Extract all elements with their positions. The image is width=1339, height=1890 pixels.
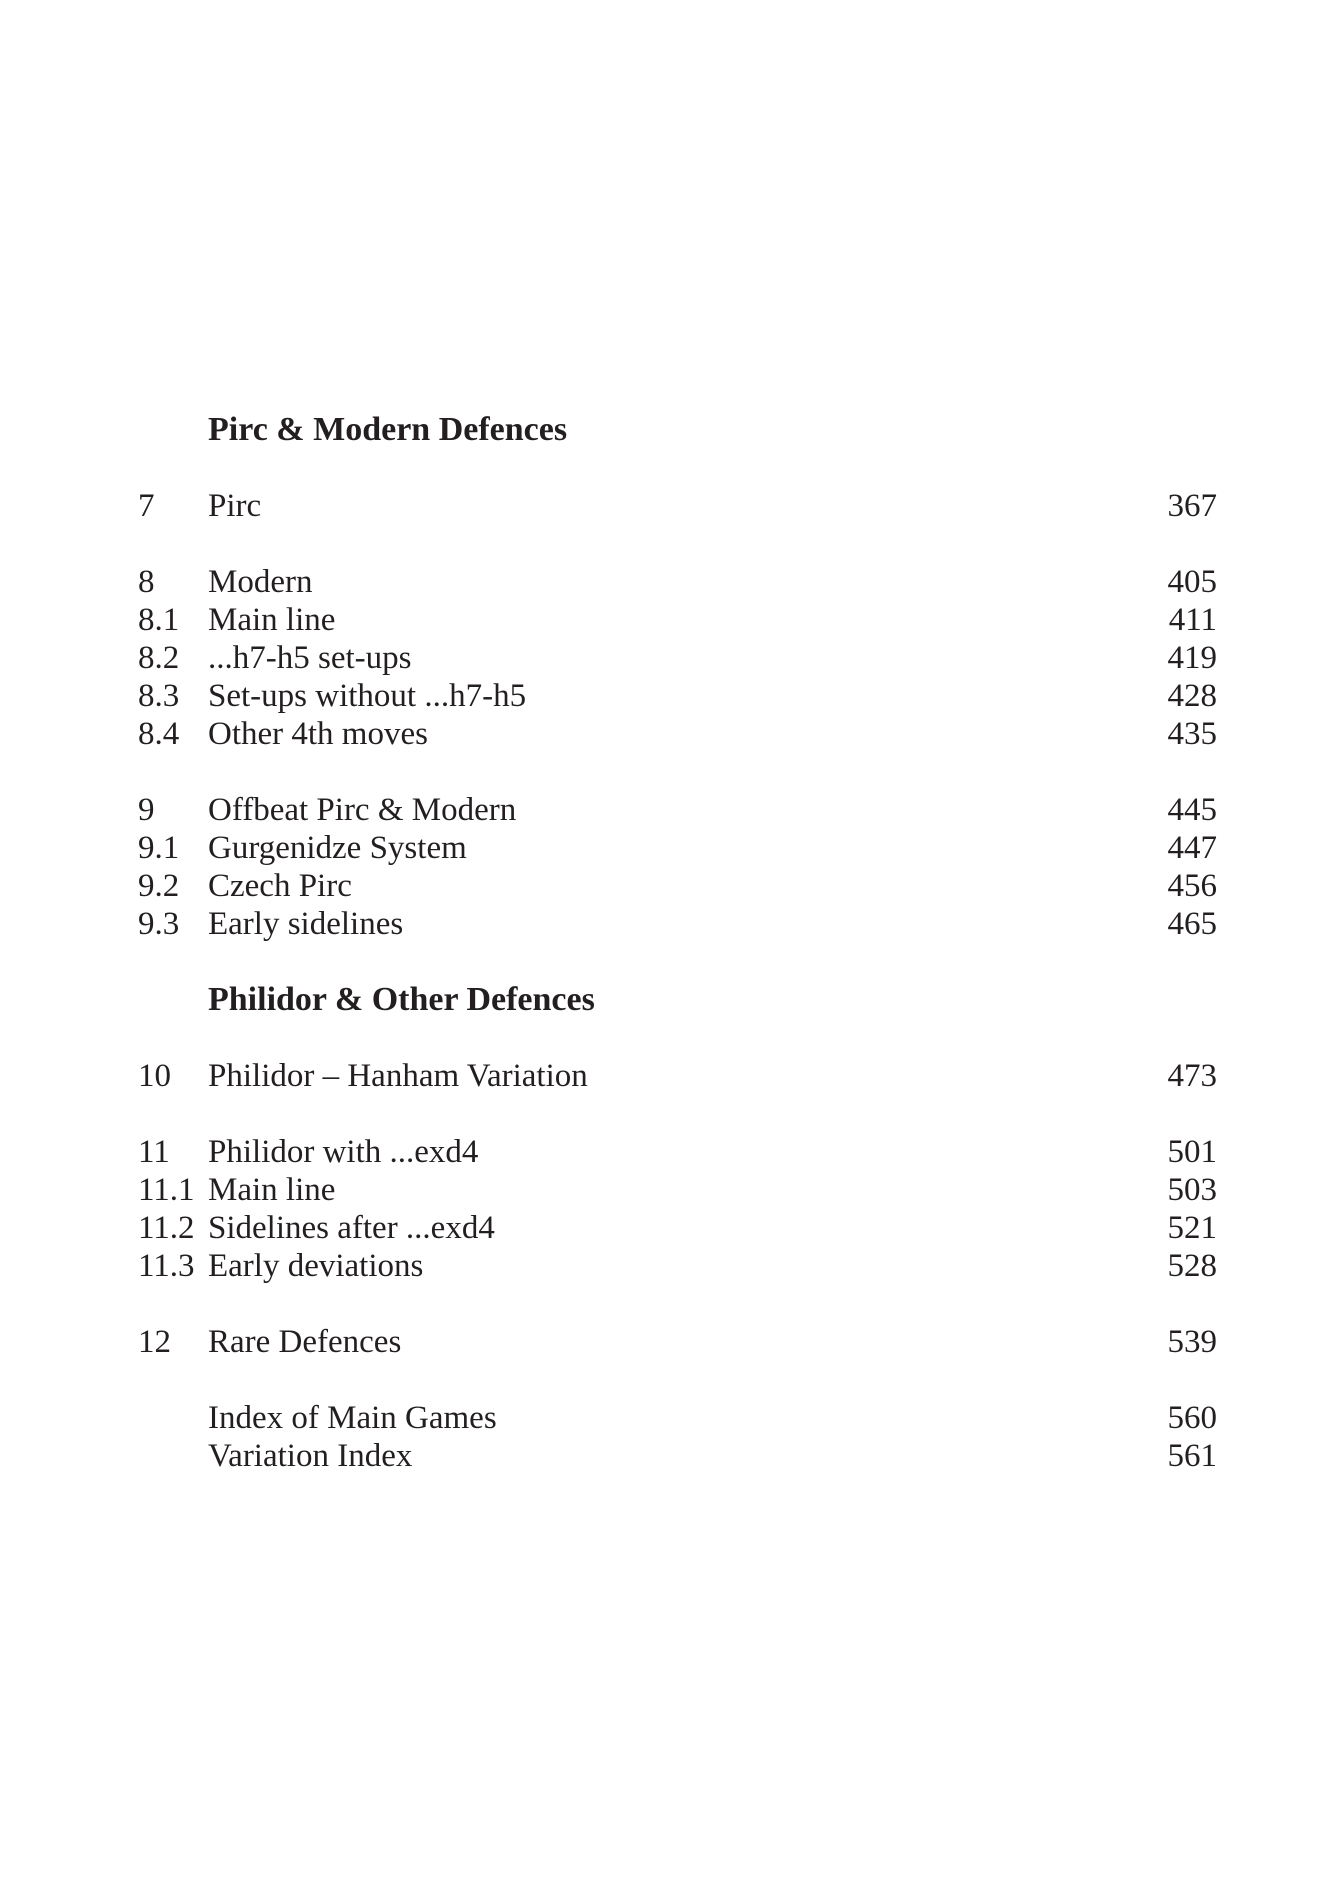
- page-number: 521: [1167, 1210, 1217, 1246]
- toc-entry-8-3: [0, 677, 1339, 715]
- toc-entry-index-of-main-games: [0, 1399, 1339, 1437]
- section-number: 11.3: [138, 1248, 195, 1284]
- section-number: 8.2: [138, 640, 180, 676]
- page-number: 435: [1167, 716, 1217, 752]
- section-title: Main line: [208, 602, 336, 638]
- chapter-number: 8: [138, 564, 155, 600]
- toc-entry-12: [0, 1323, 1339, 1361]
- section-number: 8.1: [138, 602, 180, 638]
- page-number: 405: [1167, 564, 1217, 600]
- chapter-number: 9: [138, 792, 155, 828]
- toc-entry-9-3: [0, 905, 1339, 943]
- toc-entry-9-1: [0, 829, 1339, 867]
- section-title: Other 4th moves: [208, 716, 428, 752]
- toc-entry-9-2: [0, 867, 1339, 905]
- section-title: ...h7-h5 set-ups: [208, 640, 412, 676]
- section-title: Early sidelines: [208, 906, 404, 942]
- toc-entry-11-3: [0, 1247, 1339, 1285]
- chapter-number: 11: [138, 1134, 170, 1170]
- page-number: 539: [1167, 1324, 1217, 1360]
- part-heading-philidor-other: [0, 981, 1339, 1019]
- chapter-number: 12: [138, 1324, 171, 1360]
- page-number: 501: [1167, 1134, 1217, 1170]
- page-number: 411: [1168, 602, 1217, 638]
- page-number: 528: [1167, 1248, 1217, 1284]
- section-title: Main line: [208, 1172, 336, 1208]
- toc-entry-8-1: [0, 601, 1339, 639]
- chapter-number: 10: [138, 1058, 171, 1094]
- toc-entry-variation-index: [0, 1437, 1339, 1475]
- chapter-title: Offbeat Pirc & Modern: [208, 792, 517, 828]
- index-title: Index of Main Games: [208, 1400, 497, 1436]
- chapter-title: Philidor with ...exd4: [208, 1134, 479, 1170]
- section-number: 8.4: [138, 716, 180, 752]
- toc-entry-11-2: [0, 1209, 1339, 1247]
- page-number: 456: [1167, 868, 1217, 904]
- toc-entry-11-1: [0, 1171, 1339, 1209]
- page-number: 428: [1167, 678, 1217, 714]
- page-number: 367: [1167, 488, 1217, 524]
- page-number: 419: [1167, 640, 1217, 676]
- page-number: 465: [1167, 906, 1217, 942]
- section-number: 9.2: [138, 868, 180, 904]
- index-title: Variation Index: [208, 1438, 413, 1474]
- toc-entry-7: [0, 487, 1339, 525]
- toc-entry-9: [0, 791, 1339, 829]
- toc-entry-8: [0, 563, 1339, 601]
- section-number: 9.3: [138, 906, 180, 942]
- chapter-number: 7: [138, 488, 155, 524]
- part-heading-pirc-modern: [0, 411, 1339, 449]
- toc-entry-8-4: [0, 715, 1339, 753]
- chapter-title: Modern: [208, 564, 313, 600]
- toc-entry-10: [0, 1057, 1339, 1095]
- section-number: 8.3: [138, 678, 180, 714]
- section-title: Czech Pirc: [208, 868, 352, 904]
- part-heading-label: Philidor & Other Defences: [208, 981, 595, 1018]
- toc-entry-8-2: [0, 639, 1339, 677]
- page-number: 503: [1167, 1172, 1217, 1208]
- chapter-title: Rare Defences: [208, 1324, 402, 1360]
- page-number: 445: [1167, 792, 1217, 828]
- section-number: 11.2: [138, 1210, 195, 1246]
- toc-entry-11: [0, 1133, 1339, 1171]
- page-number: 560: [1167, 1400, 1217, 1436]
- section-title: Set-ups without ...h7-h5: [208, 678, 527, 714]
- part-heading-label: Pirc & Modern Defences: [208, 411, 568, 448]
- page-number: 561: [1167, 1438, 1217, 1474]
- section-number: 9.1: [138, 830, 180, 866]
- section-title: Gurgenidze System: [208, 830, 467, 866]
- page-number: 473: [1167, 1058, 1217, 1094]
- section-number: 11.1: [138, 1172, 195, 1208]
- chapter-title: Pirc: [208, 488, 262, 524]
- section-title: Sidelines after ...exd4: [208, 1210, 495, 1246]
- table-of-contents: [0, 411, 1339, 1475]
- chapter-title: Philidor – Hanham Variation: [208, 1058, 588, 1094]
- section-title: Early deviations: [208, 1248, 424, 1284]
- page-number: 447: [1167, 830, 1217, 866]
